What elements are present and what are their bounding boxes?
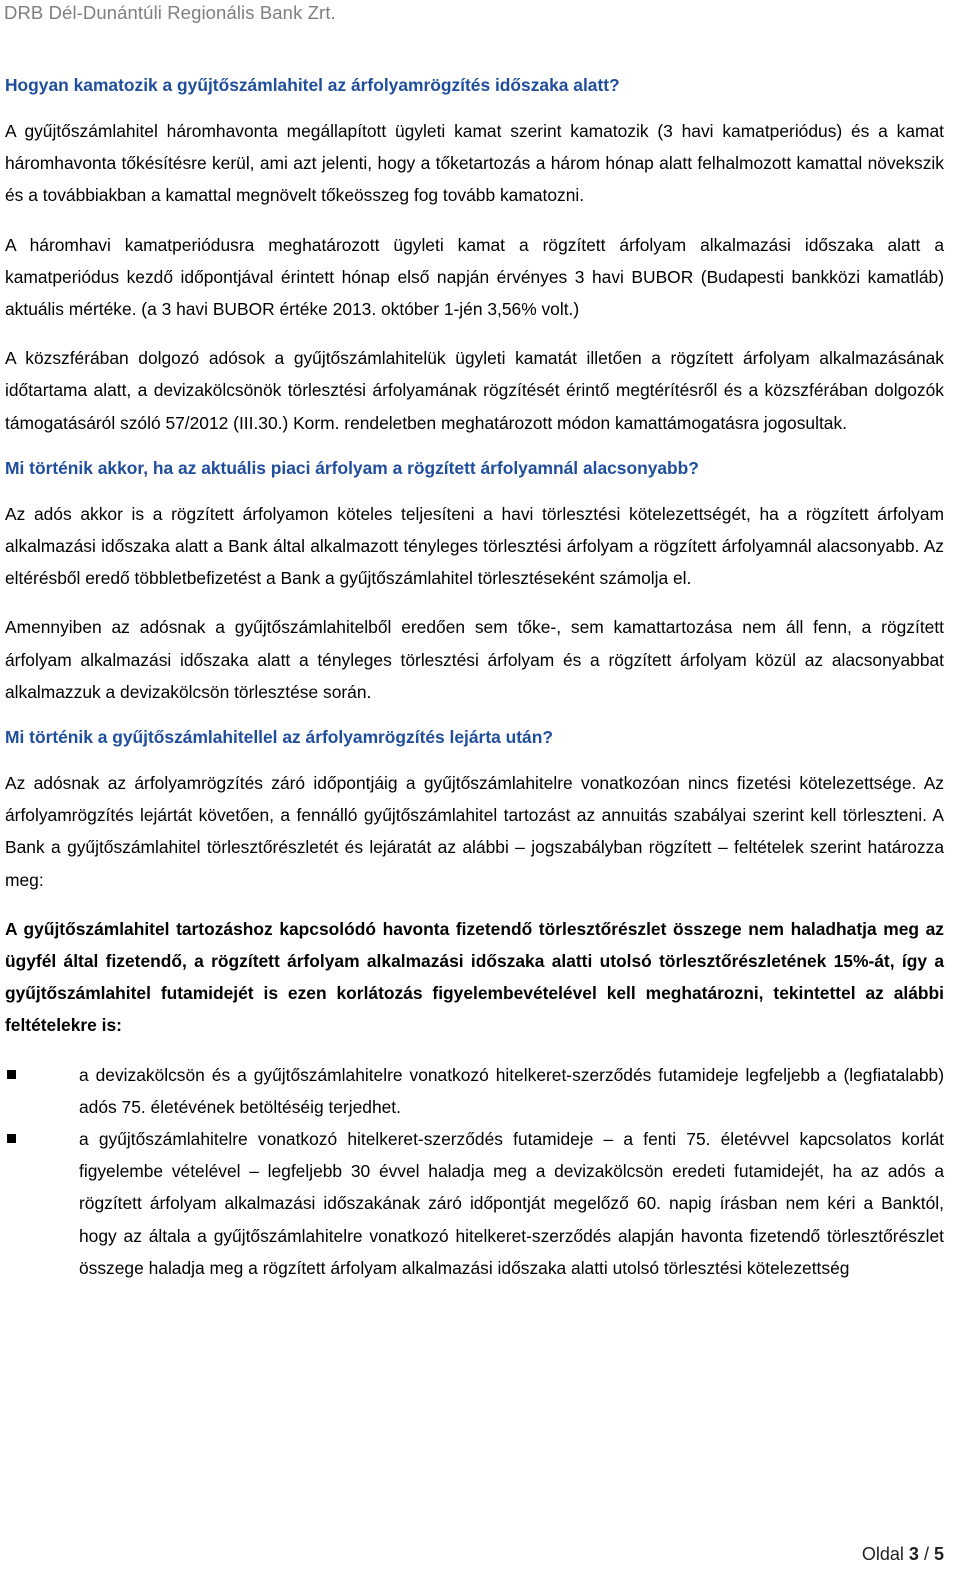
paragraph-bubor: A háromhavi kamatperiódusra meghatározott ügyleti kamat a rögzített árfolyam alkalmazási időszaka alatt a kamatperiódus kezdő időpontjával érintett hónap első napján érvényes 3 havi BUBOR (Budapesti bankközi kamatláb) aktuális mértéke. (a 3 havi BUBOR értéke 2013. október 1-jén 3,56% volt.) — [5, 234, 944, 320]
heading-after-fixing: Mi történik a gyűjtőszámlahitellel az árfolyamrögzítés lejárta után? — [5, 727, 553, 748]
paragraph-interest: A gyűjtőszámlahitel háromhavonta megállapított ügyleti kamat szerint kamatozik (3 havi kamatperiódus) és a kamat háromhavonta tőkésítésre kerül, ami azt jelenti, hogy a tőketartozás a három hónap alatt felhalmozott kamattal növekszik és a továbbiakban a kamattal megnövelt tőkeösszeg fog tovább kamatozni. — [5, 121, 944, 206]
total-pages: 5 — [933, 1544, 944, 1564]
paragraph-lower-rate-applied: Amennyiben az adósnak a gyűjtőszámlahitelből eredően sem tőke-, sem kamattartozása nem áll fenn, a rögzített árfolyam alkalmazási időszaka alatt a tényleges törlesztési árfolyam és a rögzített árfolyam közül az alacsonyabbat alkalmazzuk a devizakölcsön törlesztése során. — [5, 617, 944, 702]
document-body — [5, 70, 944, 1284]
current-page: 3 — [908, 1544, 919, 1564]
list-item-text: a devizakölcsön és a gyűjtőszámlahitelre vonatkozó hitelkeret-szerződés futamideje legfeljebb a (legfiatalabb) adós 75. életévének betöltéséig terjedhet. — [79, 1064, 944, 1117]
page-number — [862, 1544, 944, 1565]
list-item-text: a gyűjtőszámlahitelre vonatkozó hitelkeret-szerződés futamideje – a fenti 75. életévvel kapcsolatos korlát figyelembe vételével – legfeljebb 30 évvel haladja meg a devizakölcsön eredeti futamidejét, ha az adós a rögzített árfolyam alkalmazási időszakának záró időpontját megelőző 60. napig írásban nem kéri a Banktól, hogy az általa a gyűjtőszámlahitelre vonatkozó hitelkeret-szerződés alapján havonta fizetendő törlesztőrészlet összege haladja meg a rögzített árfolyam alkalmazási időszaka alatti utolsó törlesztési kötelezettség — [79, 1129, 944, 1278]
paragraph-public-sector: A közszférában dolgozó adósok a gyűjtőszámlahitelük ügyleti kamatát illetően a rögzített árfolyam alkalmazásának időtartama alatt, a devizakölcsönök törlesztési árfolyamának rögzítését érintő megtérítésről és a közszférában dolgozók támogatásáról szóló 57/2012 (III.30.) Korm. rendeletben meghatározott módon kamattámogatásra jogosultak. — [5, 348, 944, 433]
conditions-list — [5, 1059, 944, 1284]
heading-lower-rate: Mi történik akkor, ha az aktuális piaci árfolyam a rögzített árfolyamnál alacsonyabb? — [5, 457, 699, 478]
paragraph-fixed-rate-obligation: Az adós akkor is a rögzített árfolyamon köteles teljesíteni a havi törlesztési kötelezettségét, ha a rögzített árfolyam alkalmazási időszaka alatt a Bank által alkalmazott tényleges törlesztési árfolyam a rögzített árfolyamnál alacsonyabb. Az eltérésből eredő többletbefizetést a Bank a gyűjtőszámlahitel törlesztéseként számolja el. — [5, 503, 944, 589]
square-bullet-icon — [7, 1070, 16, 1079]
list-item — [5, 1059, 944, 1123]
page-label: Oldal — [861, 1544, 904, 1564]
page-separator: / — [923, 1544, 929, 1564]
paragraph-installment-limit: A gyűjtőszámlahitel tartozáshoz kapcsolódó havonta fizetendő törlesztőrészlet összege nem haladhatja meg az ügyfél által fizetendő, a rögzített árfolyam alkalmazási időszaka alatti utolsó törlesztőrészletének 15%-át, így a gyűjtőszámlahitel futamidejét is ezen korlátozás figyelembevételével kell meghatározni, tekintettel az alábbi feltételekre is: — [5, 918, 944, 1036]
heading-interest: Hogyan kamatozik a gyűjtőszámlahitel az árfolyamrögzítés időszaka alatt? — [5, 75, 620, 95]
paragraph-after-fixing: Az adósnak az árfolyamrögzítés záró időpontjáig a gyűjtőszámlahitelre vonatkozóan nincs fizetési kötelezettsége. Az árfolyamrögzítés lejártát követően, a fennálló gyűjtőszámlahitel tartozást az annuitás szabályai szerint kell törleszteni. A Bank a gyűjtőszámlahitel törlesztőrészletét és lejáratát az alábbi – jogszabályban rögzített – feltételek szerint határozza meg: — [5, 773, 944, 890]
list-item — [5, 1123, 944, 1284]
bank-name-header: DRB Dél-Dunántúli Regionális Bank Zrt. — [4, 2, 336, 23]
square-bullet-icon — [7, 1134, 16, 1143]
